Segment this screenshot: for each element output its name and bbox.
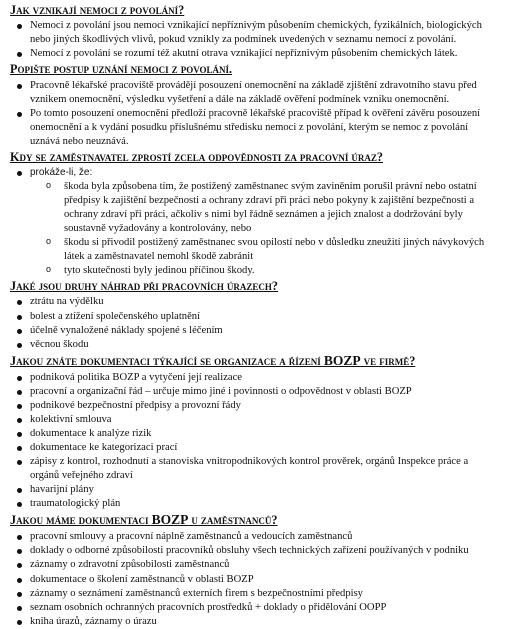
list-item: prokáže-li, že: — [10, 166, 499, 179]
sub-list-item: o tyto skutečnosti byly jedinou příčinou škody. — [10, 264, 499, 278]
list-item: dokumentace ke kategorizaci prací — [10, 441, 499, 455]
list-item: kolektivní smlouva — [10, 413, 499, 427]
heading-text: u zaměstnanců? — [188, 513, 278, 528]
list-item: seznam osobních ochranných pracovních prostředků + doklady o přidělování OOPP — [10, 601, 499, 615]
question-heading — [10, 353, 499, 370]
heading-text: ve firmě? — [360, 353, 416, 368]
heading-acronym: BOZP — [323, 352, 361, 368]
heading-acronym: BOZP — [151, 512, 189, 528]
question-heading: Jak vznikají nemoci z povolání? — [10, 3, 185, 17]
question-heading: Kdy se zaměstnavatel zprostí zcela odpovědnosti za pracovní úraz? — [10, 150, 384, 165]
list-item: pracovní a organizační řád – určuje mimo jiné i povinnosti o odpovědnost v oblasti BOZP — [10, 385, 499, 399]
list-item: Pracovně lékařské pracoviště provádějí posouzení onemocnění na základě zjištění zdravotního stavu před vznikem onemocnění, výsledku vyšetření a dále na základě ověření podmínek vzniku onemocnění. — [10, 79, 499, 107]
list-item: havarijní plány — [10, 483, 499, 497]
list-item: zápisy z kontrol, rozhodnutí a stanoviska vnitropodnikových kontrol prověrek, orgánů Inspekce práce a orgánů veřejného zdraví — [10, 455, 499, 483]
list-item: doklady o odborné způsobilosti pracovníků obsluhy všech technických zařízení používaných v podniku — [10, 544, 499, 558]
answer-list — [10, 19, 499, 61]
sub-list-item: o škodu si přivodil postižený zaměstnanec svou opilostí nebo v důsledku zneužití jiných návykových látek a zaměstnavatel nemohl škodě zabránit — [10, 236, 499, 264]
answer-list — [10, 166, 499, 278]
list-item: záznamy o seznámení zaměstnanců externích firem s bezpečnostními předpisy — [10, 587, 499, 601]
question-heading: Jaké jsou druhy náhrad při pracovních úrazech? — [10, 279, 278, 294]
list-item: kniha úrazů, záznamy o úrazu — [10, 615, 499, 629]
sub-list-item: o škoda byla způsobena tím, že postižený zaměstnanec svým zaviněním porušil právní nebo ostatní předpisy k zajištění bezpečnosti a ochrany zdraví při práci nebo pokyny k zajištění bezpečnosti a ochrany zdraví při práci, ačkoliv s nimi byl řádně seznámen a jejich znalost a dodržování byly soustavně vyžadovány a kontrolovány, nebo — [10, 180, 499, 236]
answer-list — [10, 371, 499, 512]
list-item: Nemoci z povolání jsou nemoci vznikající nepříznivým působením chemických, fyzikálních, biologických nebo jiných škodlivých vlivů, pokud vznikly za podmínek uvedených v seznamu nemocí z povolání. — [10, 19, 499, 47]
list-item: pracovní smlouvy a pracovní náplně zaměstnanců a vedoucích zaměstnanců — [10, 530, 499, 544]
answer-list — [10, 79, 499, 149]
list-item: dokumentace k analýze rizik — [10, 427, 499, 441]
list-item: podnikové bezpečnostní předpisy a provozní řády — [10, 399, 499, 413]
list-item: bolest a ztížení společenského uplatnění — [10, 310, 499, 324]
answer-list — [10, 530, 499, 629]
list-item: účelně vynaložené náklady spojené s léčením — [10, 324, 499, 338]
heading-text: Jakou znáte dokumentaci týkající se organizace a řízení — [10, 353, 324, 368]
question-heading — [10, 512, 499, 529]
list-item: záznamy o zdravotní způsobilosti zaměstnanců — [10, 558, 499, 572]
list-item: traumatologický plán — [10, 497, 499, 511]
list-item: Po tomto posouzení onemocnění předloží pracovně lékařské pracoviště případ k ověření závěru posouzení onemocnění a k vydání posudku příslušnému středisku nemoci z povolání, kterým se nemoc z povolání uznává nebo neuznává. — [10, 107, 499, 149]
list-item: ztrátu na výdělku — [10, 295, 499, 309]
list-item: podniková politika BOZP a vytyčení její realizace — [10, 371, 499, 385]
question-heading: Popište postup uznání nemoci z povolání. — [10, 62, 233, 77]
list-item: věcnou škodu — [10, 338, 499, 352]
answer-list — [10, 295, 499, 351]
list-item: Nemocí z povolání se rozumí též akutní otrava vznikající nepříznivým působením chemických látek. — [10, 47, 499, 61]
heading-text: Jakou máme dokumentaci — [10, 513, 152, 528]
list-item: dokumentace o školení zaměstnanců v oblasti BOZP — [10, 573, 499, 587]
